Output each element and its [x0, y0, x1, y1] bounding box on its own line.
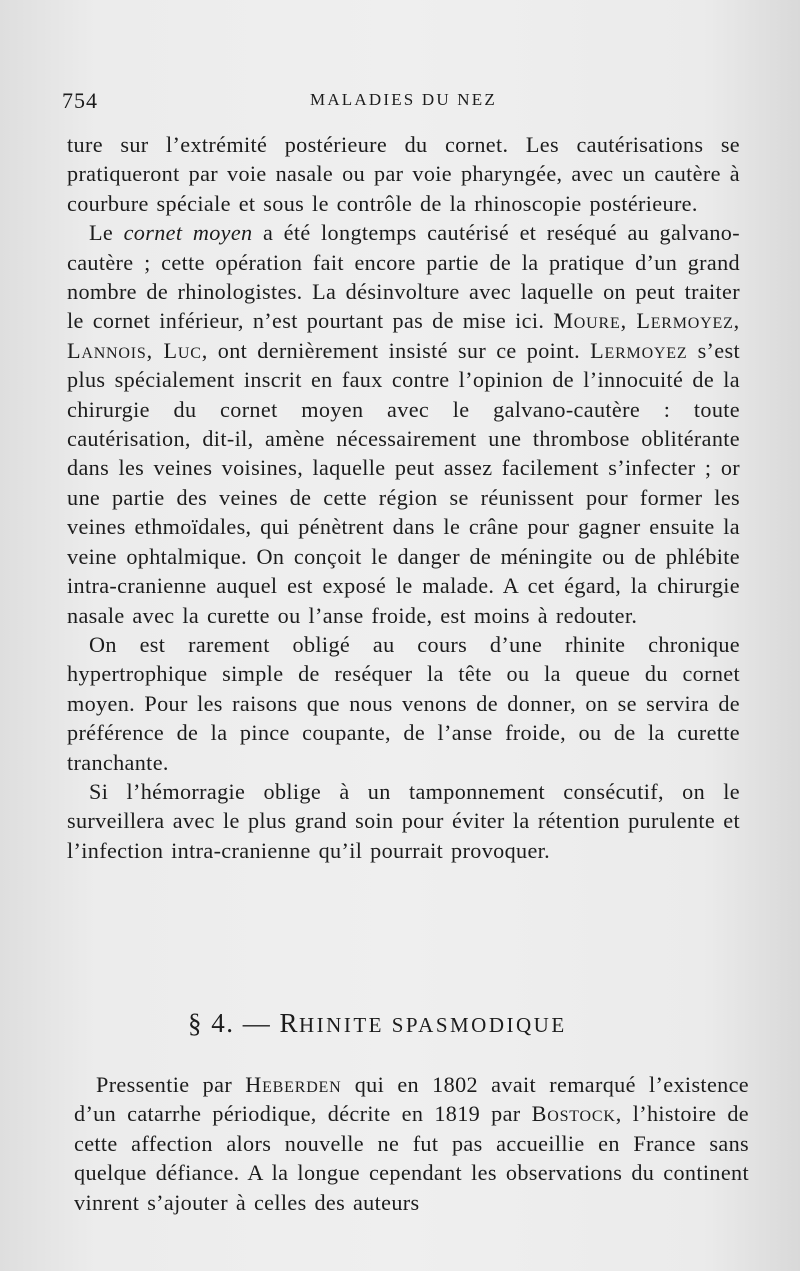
- author-names: Moure, Lermoyez, Lannois, Luc: [67, 308, 741, 363]
- text-run: qui en 1802 avait remarqué l’existence d’un catarrhe périodique, décrite en 1819 par: [74, 1072, 749, 1127]
- page-number: 754: [62, 88, 98, 113]
- main-text: [67, 130, 740, 865]
- author-name: Bostock: [531, 1101, 616, 1127]
- section-title-rest: HINITE SPASMODIQUE: [299, 1013, 567, 1037]
- paragraph-cornet-moyen: [67, 218, 740, 630]
- text-run: Le: [89, 220, 124, 246]
- section-heading: [188, 1008, 648, 1039]
- running-title: MALADIES DU NEZ: [310, 90, 497, 109]
- section-title-initial: R: [279, 1008, 300, 1038]
- paragraph-rhinite-chronique: On est rarement obligé au cours d’une rhinite chronique hypertrophique simple de reséquer la tête ou la queue du cornet moyen. Pour les raisons que nous venons de donner, on se servira de préférence de la pince coupante, de l’anse froide, ou de la curette tranchante.: [67, 631, 740, 775]
- paragraph-continuation: ture sur l’extrémité postérieure du cornet. Les cautérisations se pratiqueront par voie nasale ou par voie pharyngée, avec un cautère à courbure spéciale et sous le contrôle de la rhinoscopie postérieure.: [67, 132, 740, 216]
- text-run: s’est plus spécialement inscrit en faux contre l’opinion de l’innocuité de la chirurgie du cornet moyen avec le galvano-cautère : toute cautérisation, dit-il, amène nécessairement une thrombose oblitérante dans les veines voisines, laquelle peut assez facilement s’infecter ; or une partie des veines de cette région se réunissent pour former les veines ethmoïdales, qui pénètrent dans le crâne pour gagner ensuite la veine ophtalmique. On conçoit le danger de méningite ou de phlébite intra-cranienne auquel est exposé le malade. A cet égard, la chirurgie nasale avec la curette ou l’anse froide, est moins à redouter.: [67, 337, 740, 628]
- running-header: [62, 88, 752, 112]
- text-run: a été longtemps cautérisé et reséqué au galvano-cautère ; cette opération fait encore partie de la pratique d’un grand nombre de rhinologistes. La désinvolture avec laquelle on peut traiter le cornet inférieur, n’est pourtant pas de mise ici.: [67, 220, 740, 334]
- text-run: , l’histoire de cette affection alors nouvelle ne fut pas accueillie en France sans quelque défiance. A la longue cependant les observations du continent vinrent s’ajouter à celles des auteurs: [74, 1101, 749, 1215]
- author-name: Heberden: [245, 1072, 342, 1097]
- paragraph-section-intro: [74, 1070, 749, 1217]
- section-text: [74, 1070, 749, 1217]
- paragraph-hemorragie: Si l’hémorragie oblige à un tamponnement consécutif, on le surveillera avec le plus grand soin pour éviter la rétention purulente et l’infection intra-cranienne qu’il pourrait provoquer.: [67, 778, 740, 863]
- italic-term: cornet moyen: [123, 220, 253, 246]
- text-run: , ont dernièrement insisté sur ce point.: [201, 337, 591, 363]
- text-run: Pressentie par: [96, 1072, 246, 1097]
- author-name: Lermoyez: [590, 337, 688, 363]
- section-number: § 4. —: [188, 1008, 280, 1038]
